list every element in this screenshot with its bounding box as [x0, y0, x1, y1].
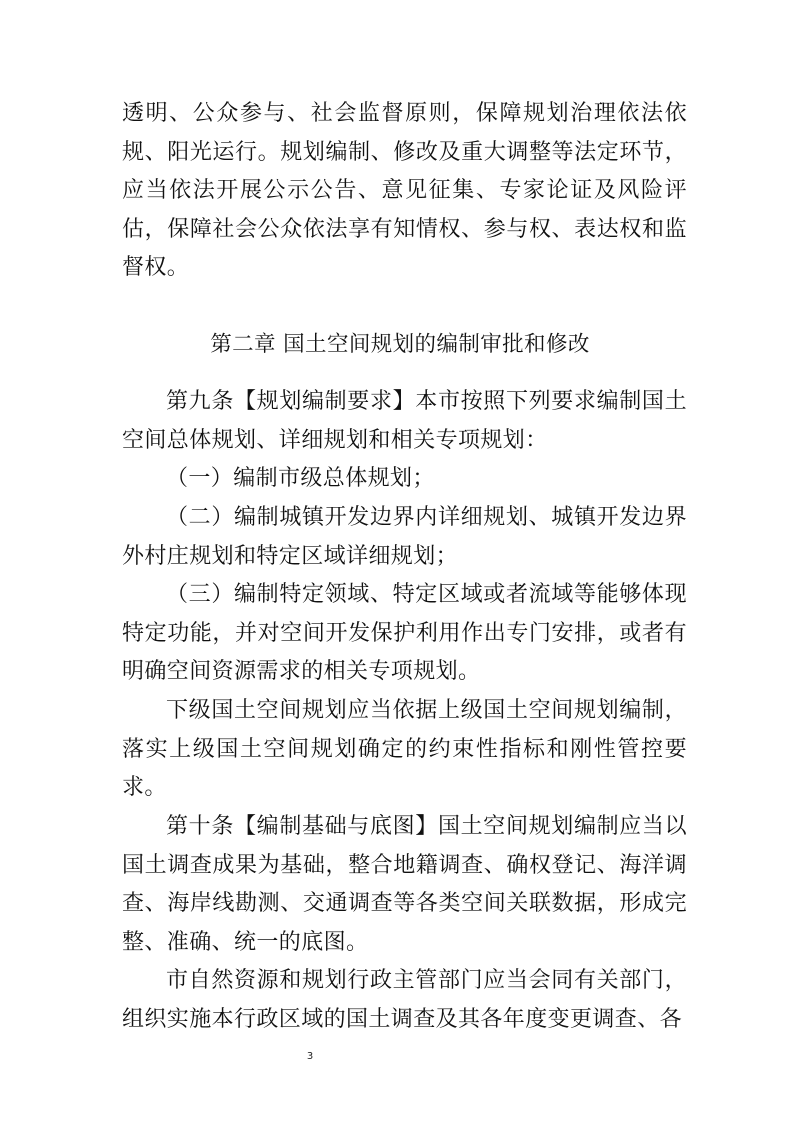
article-9-paragraph-2: 下级国土空间规划应当依据上级国土空间规划编制，落实上级国土空间规划确定的约束性指标和刚性管控要求。	[122, 698, 687, 801]
chapter-title: 第二章 国土空间规划的编制审批和修改	[210, 332, 590, 357]
article-9-item-2: （二）编制城镇开发边界内详细规划、城镇开发边界外村庄规划和特定区域详细规划；	[122, 505, 687, 569]
paragraph-principles: 透明、公众参与、社会监督原则，保障规划治理依法依规、阳光运行。规划编制、修改及重大调整等法定环节，应当依法开展公示公告、意见征集、专家论证及风险评估，保障社会公众依法享有知情权、参与权、表达权和监督权。	[122, 101, 687, 281]
page-number: 3	[306, 1051, 314, 1062]
article-10-intro: 第十条【编制基础与底图】国土空间规划编制应当以国土调查成果为基础，整合地籍调查、确权登记、海洋调查、海岸线勘测、交通调查等各类空间关联数据，形成完整、准确、统一的底图。	[122, 814, 687, 955]
article-9-item-1: （一）编制市级总体规划；	[166, 466, 435, 491]
article-10-paragraph-2: 市自然资源和规划行政主管部门应当会同有关部门，组织实施本行政区域的国土调查及其各年度变更调查、各	[122, 968, 687, 1032]
article-9-item-3: （三）编制特定领域、特定区域或者流域等能够体现特定功能，并对空间开发保护利用作出专门安排，或者有明确空间资源需求的相关专项规划。	[122, 582, 687, 685]
article-9-intro: 第九条【规划编制要求】本市按照下列要求编制国土空间总体规划、详细规划和相关专项规划：	[122, 389, 687, 453]
